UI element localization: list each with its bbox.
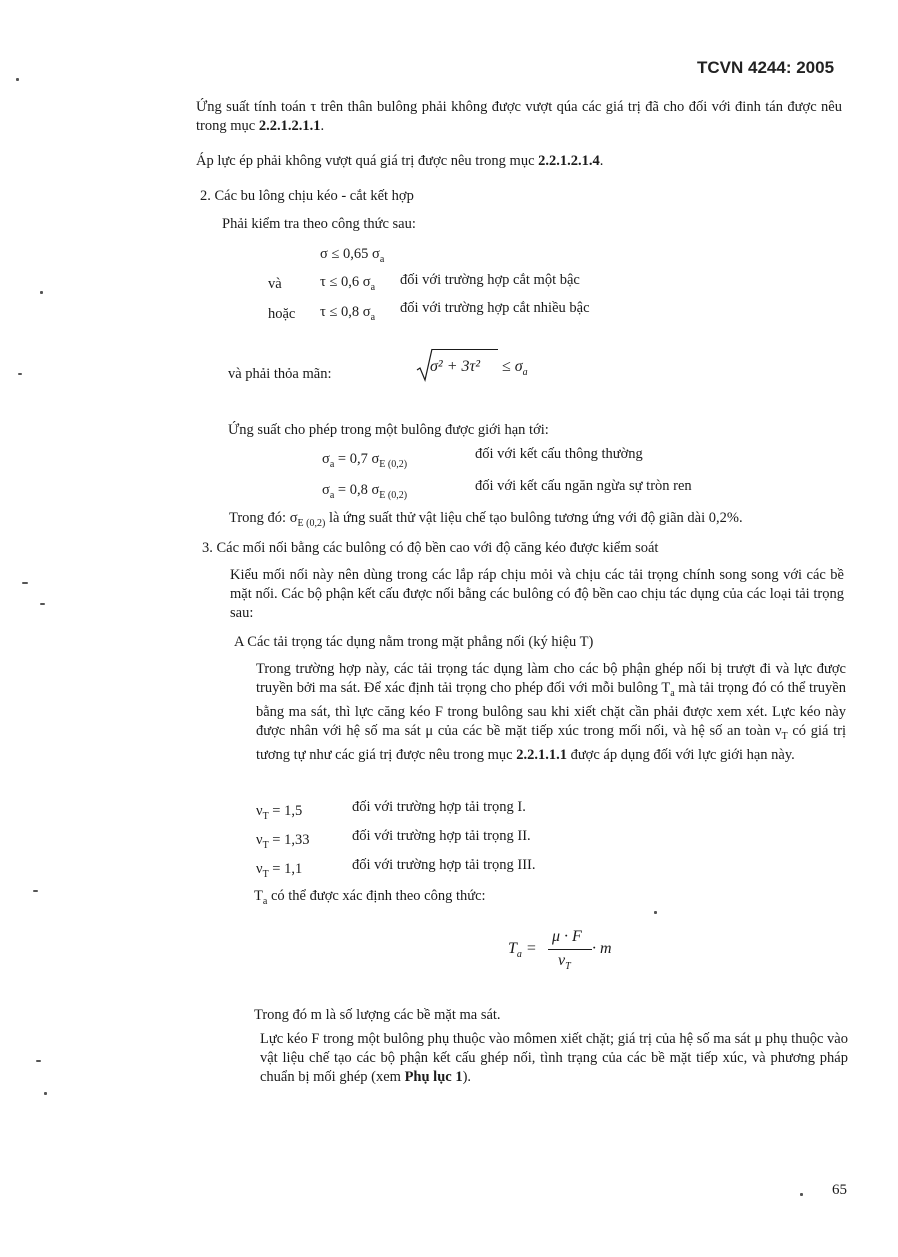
formula-tau-multi-desc: đối với trường hợp cắt nhiều bậc xyxy=(400,300,590,316)
scan-speck xyxy=(40,603,45,605)
formula-tau-single-desc: đối với trường hợp cắt một bậc xyxy=(400,272,580,288)
scan-speck xyxy=(654,911,657,914)
allowable-normal-desc: đối với kết cấu thông thường xyxy=(475,446,643,462)
formula-tau-multi: τ ≤ 0,8 $\sigma_a$ xyxy=(320,304,376,323)
formula-sigma: σ ≤ 0,65 $\sigma_a$ xyxy=(320,246,385,265)
label-hoac: hoặc xyxy=(268,306,296,322)
scan-speck xyxy=(16,78,19,81)
section-ref: 2.2.1.2.1.1 xyxy=(258,118,321,134)
paragraph-bearing-pressure: Áp lực ép phải không vượt quá giá trị được nêu trong mục 2.2.1.2.1.4. xyxy=(196,153,604,169)
where-sigma-e: Trong đó: $\sigma_{E (0,2)}$ là ứng suất thử vật liệu chế tạo bulông tương ứng với độ giãn dài 0,2%. xyxy=(229,510,743,529)
final-paragraph: Lực kéo F trong một bulông phụ thuộc vào mômen xiết chặt; giá trị của hệ số ma sát μ phụ thuộc vào vật liệu chế tạo các bộ phận kết cấu ghép nối, tình trạng của các bề mặt tiếp xúc, và phương pháp chuẩn bị mối ghép (xem Phụ lục 1). xyxy=(260,1031,848,1085)
nu-row-desc: đối với trường hợp tải trọng II. xyxy=(352,828,531,844)
scan-speck xyxy=(800,1193,803,1196)
item-2-intro: Phải kiểm tra theo công thức sau: xyxy=(222,216,416,232)
ta-intro: $T_a$ có thể được xác định theo công thức: xyxy=(254,888,486,907)
nu-row: $\nu_T = 1,1$ xyxy=(256,861,303,880)
scan-speck xyxy=(36,1060,41,1062)
appendix-ref: Phụ lục 1 xyxy=(404,1069,463,1085)
allowable-normal: $\sigma_a = 0,7$ $\sigma_{E (0,2)}$ xyxy=(322,451,408,470)
formula-tau-single: τ ≤ 0,6 $\sigma_a$ xyxy=(320,274,376,293)
scan-speck xyxy=(33,890,38,892)
label-va: và xyxy=(268,276,282,292)
nu-row-desc: đối với trường hợp tải trọng I. xyxy=(352,799,526,815)
scan-speck xyxy=(40,291,43,294)
paragraph-shear-stress: Ứng suất tính toán τ trên thân bulông phải không được vượt qúa các giá trị đã cho đối với đinh tán được nêu trong mục 2.2.1.2.1.1. xyxy=(196,99,842,134)
scan-speck xyxy=(22,582,28,584)
item-3-title: 3. Các mối nối bằng các bulông có độ bền cao với độ căng kéo được kiểm soát xyxy=(202,540,659,556)
section-ref: 2.2.1.1.1 xyxy=(516,746,567,763)
allowable-intro: Ứng suất cho phép trong một bulông được giới hạn tới: xyxy=(228,422,549,438)
scan-speck xyxy=(44,1092,47,1095)
where-m: Trong đó m là số lượng các bề mặt ma sát. xyxy=(254,1007,501,1023)
allowable-thread-desc: đối với kết cấu ngăn ngừa sự tròn ren xyxy=(475,478,692,494)
label-satisfy: và phải thỏa mãn: xyxy=(228,366,332,382)
sub-a-text: Trong trường hợp này, các tải trọng tác dụng làm cho các bộ phận ghép nối bị trượt đi và lực được truyền bởi ma sát. Để xác định tải trọng cho phép đối với mỗi bulông $T_a$ mà tải trọng đó có thể truyền bằng ma sát, thì lực căng kéo F trong bulông sau khi xiết chặt cần phải được xem xét. Lực kéo này được nhân với hệ số ma sát μ của các bề mặt tiếp xúc trong mối nối, và hệ số an toàn $\nu_T$ có giá trị tương tự như các giá trị được nêu trong mục 2.2.1.1.1 được áp dụng đối với lực giới hạn này. xyxy=(256,661,846,763)
item-2-title: 2. Các bu lông chịu kéo - cắt kết hợp xyxy=(200,188,414,204)
section-ref: 2.2.1.2.1.4 xyxy=(538,153,600,169)
page-number: 65 xyxy=(832,1182,847,1198)
item-3-intro: Kiểu mối nối này nên dùng trong các lắp ráp chịu mỏi và chịu các tải trọng chính song song với các bề mặt nối. Các bộ phận kết cấu được nối bằng các bulông có độ bền cao chịu tác dụng của các loại tải trọng sau: xyxy=(230,567,844,621)
nu-row-desc: đối với trường hợp tải trọng III. xyxy=(352,857,536,873)
sub-a-title: A Các tải trọng tác dụng nằm trong mặt phẳng nối (ký hiệu T) xyxy=(234,634,594,650)
nu-row: $\nu_T = 1,5$ xyxy=(256,803,303,822)
scan-speck xyxy=(18,373,22,375)
formula-ta: $T_a$ = μ · F $\nu_T$ · m xyxy=(508,928,612,973)
allowable-thread: $\sigma_a = 0,8$ $\sigma_{E (0,2)}$ xyxy=(322,482,408,501)
nu-row: $\nu_T = 1,33$ xyxy=(256,832,310,851)
standard-header: TCVN 4244: 2005 xyxy=(697,58,835,77)
